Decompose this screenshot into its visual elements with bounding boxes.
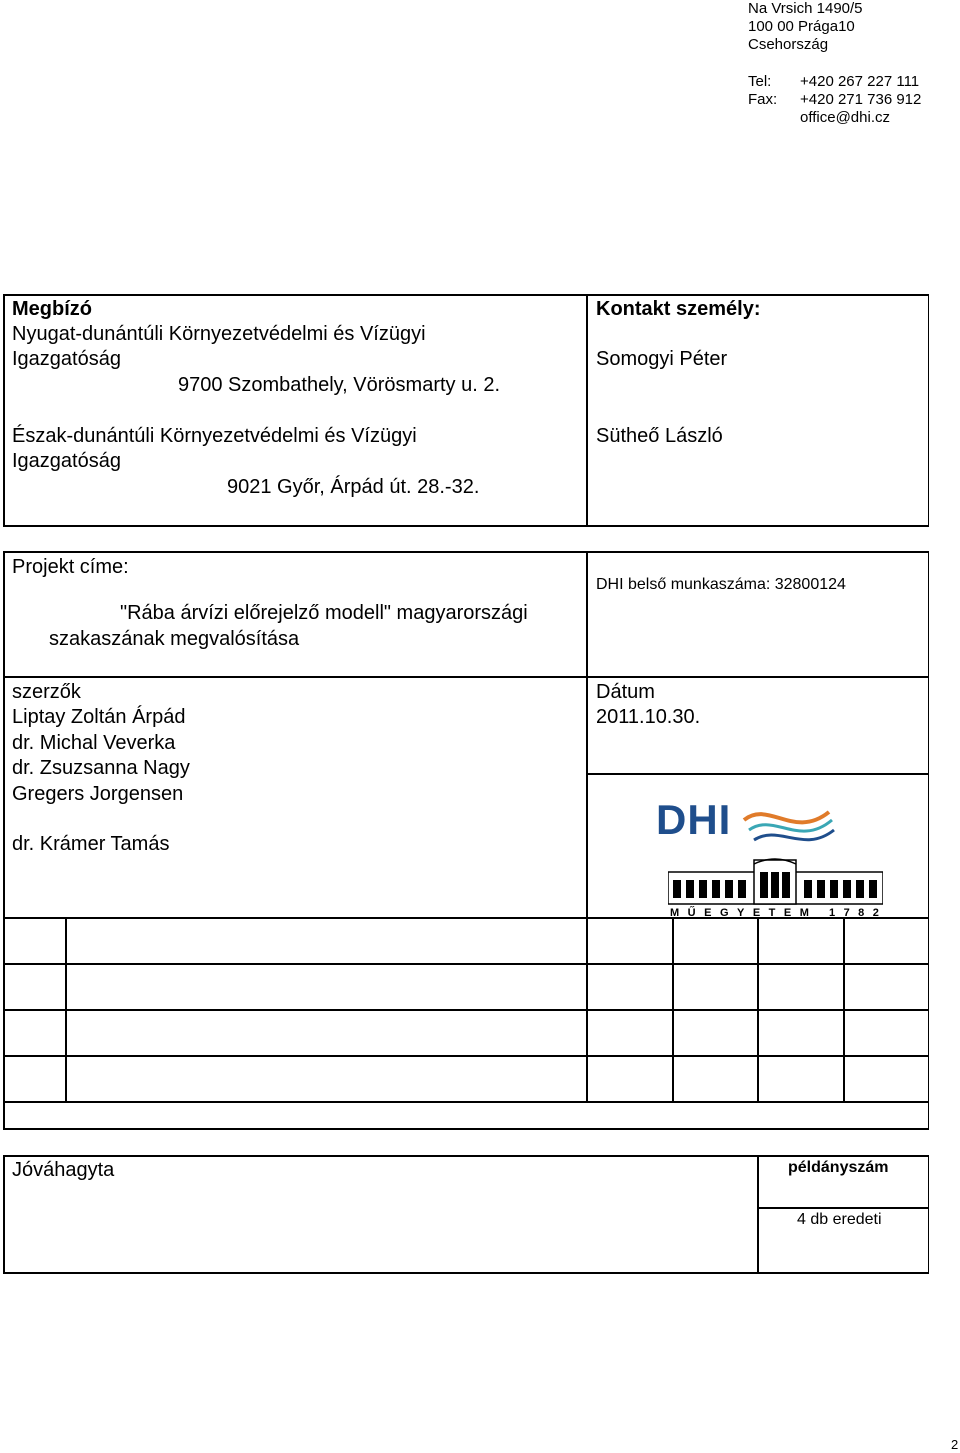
dhi-logo-text: DHI bbox=[656, 796, 732, 843]
project-label: Projekt címe: bbox=[12, 556, 129, 578]
author-name: dr. Michal Veverka bbox=[12, 732, 176, 754]
author-name: Gregers Jorgensen bbox=[12, 783, 184, 805]
author-name: dr. Zsuzsanna Nagy bbox=[12, 757, 190, 779]
postal-city: 100 00 Prága10 bbox=[748, 18, 855, 35]
client-org2-line1: Észak-dunántúli Környezetvédelmi és Vízügyi bbox=[12, 425, 417, 447]
page-number: 2 bbox=[951, 1437, 959, 1452]
street: Na Vrsich 1490/5 bbox=[748, 0, 863, 17]
copies-label: példányszám bbox=[788, 1159, 889, 1176]
client-org1-line2: Igazgatóság bbox=[12, 348, 121, 370]
country: Csehország bbox=[748, 36, 829, 53]
client-org2-address: 9021 Győr, Árpád út. 28.-32. bbox=[227, 476, 480, 498]
date-value: 2011.10.30. bbox=[596, 706, 701, 728]
muegyetem-logo-text: MŰEGYETEM 1782 bbox=[670, 907, 883, 918]
tel-value: +420 267 227 111 bbox=[800, 73, 920, 90]
author-extra: dr. Krámer Tamás bbox=[12, 833, 170, 855]
tel-label: Tel: bbox=[748, 73, 772, 90]
contact-person-2: Sütheő László bbox=[596, 425, 723, 447]
client-org2-line2: Igazgatóság bbox=[12, 450, 121, 472]
contact-person-1: Somogyi Péter bbox=[596, 348, 728, 370]
project-title-line1: "Rába árvízi előrejelző modell" magyarországi bbox=[120, 602, 528, 624]
fax-value: +420 271 736 912 bbox=[800, 91, 922, 108]
authors-heading: szerzők bbox=[12, 681, 81, 703]
project-title-line2: szakaszának megvalósítása bbox=[49, 628, 300, 650]
date-label: Dátum bbox=[596, 681, 655, 703]
internal-number: DHI belső munkaszáma: 32800124 bbox=[596, 576, 846, 593]
client-org1-line1: Nyugat-dunántúli Környezetvédelmi és Vízügyi bbox=[12, 323, 426, 345]
author-name: Liptay Zoltán Árpád bbox=[12, 706, 186, 728]
fax-label: Fax: bbox=[748, 91, 778, 108]
contact-heading: Kontakt személy: bbox=[596, 298, 761, 320]
copies-value: 4 db eredeti bbox=[797, 1211, 882, 1228]
approval-label: Jóváhagyta bbox=[12, 1159, 115, 1181]
client-org1-address: 9700 Szombathely, Vörösmarty u. 2. bbox=[178, 374, 501, 396]
muegyetem-logo bbox=[668, 858, 883, 918]
email: office@dhi.cz bbox=[800, 109, 890, 126]
muegyetem-building-icon bbox=[668, 858, 883, 918]
client-heading: Megbízó bbox=[12, 298, 92, 320]
